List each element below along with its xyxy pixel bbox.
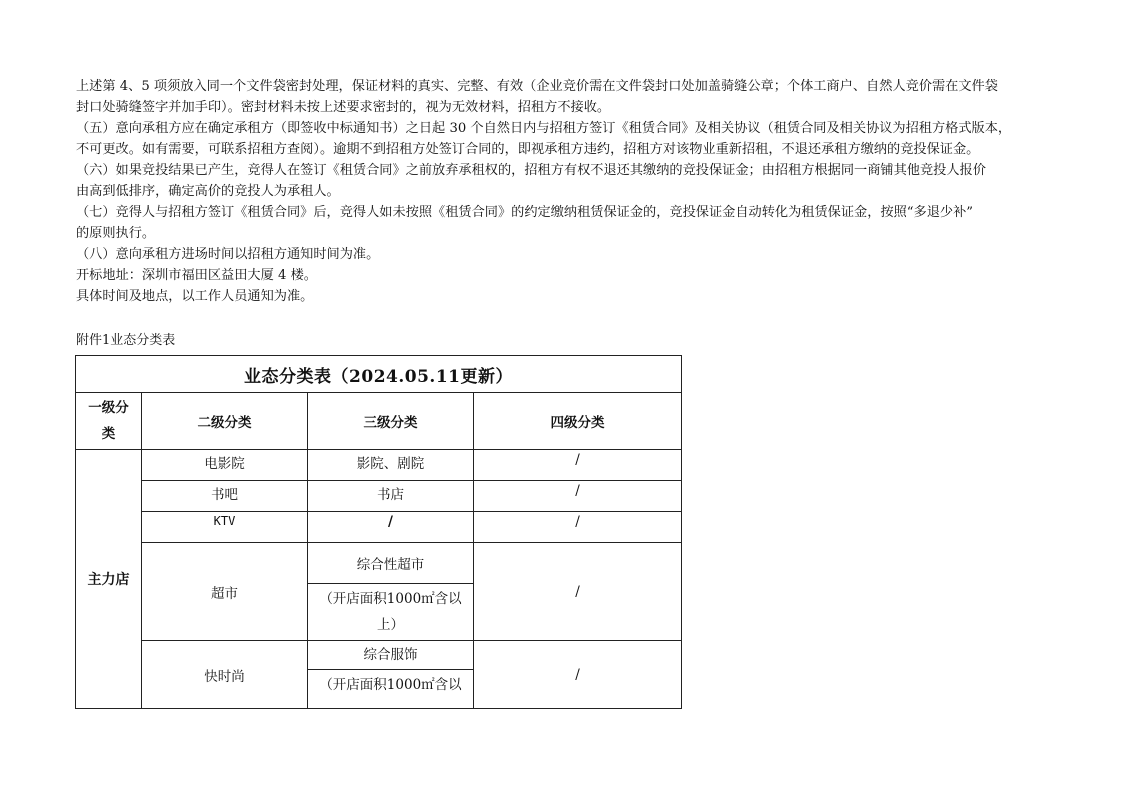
- table-row: [76, 450, 682, 481]
- attachment-label: 附件1业态分类表: [76, 333, 176, 348]
- paragraph-line: （五）意向承租方应在确定承租方（即签收中标通知书）之日起 30 个自然日内与招租方签订《租赁合同》及相关协议（租赁合同及相关协议为招租方格式版本，: [76, 121, 1012, 136]
- paragraph-line: 封口处骑缝签字并加手印）。密封材料未按上述要求密封的，视为无效材料，招租方不接收。: [76, 100, 611, 115]
- table-row: [76, 512, 682, 543]
- table-row: [76, 543, 682, 584]
- level2-cell: 快时尚: [142, 641, 308, 709]
- header-level1-line2: 类: [101, 426, 116, 442]
- level3-cell: 综合服饰: [308, 641, 474, 670]
- header-level4: 四级分类: [474, 393, 682, 450]
- level2-cell: 超市: [142, 543, 308, 641]
- table-title: 业态分类表（2024.05.11更新）: [76, 356, 682, 393]
- level2-cell: 电影院: [142, 450, 308, 481]
- level4-cell: /: [474, 512, 682, 543]
- main-category-cell: 主力店: [76, 450, 142, 709]
- paragraph-line: 上述第 4、5 项须放入同一个文件袋密封处理，保证材料的真实、完整、有效（企业竞价需在文件袋封口处加盖骑缝公章；个体工商户、自然人竞价需在文件袋: [76, 79, 998, 94]
- paragraph-line: 由高到低排序，确定高价的竞投人为承租人。: [76, 184, 340, 199]
- paragraph-line: 具体时间及地点，以工作人员通知为准。: [76, 289, 314, 304]
- header-level1: [76, 393, 142, 450]
- level2-cell: 书吧: [142, 481, 308, 512]
- header-level1-line1: 一级分: [88, 400, 129, 416]
- paragraph-line: 开标地址：深圳市福田区益田大厦 4 楼。: [76, 268, 317, 283]
- level4-cell: /: [474, 543, 682, 641]
- level3-cell: /: [308, 512, 474, 543]
- level3-cell: 综合性超市: [308, 543, 474, 584]
- paragraph-line: （七）竞得人与招租方签订《租赁合同》后，竞得人如未按照《租赁合同》的约定缴纳租赁保证金的，竞投保证金自动转化为租赁保证金，按照“多退少补”: [76, 205, 974, 220]
- level3-line: 上）: [377, 617, 404, 633]
- paragraph-line: 不可更改。如有需要，可联系招租方查阅）。逾期不到招租方处签订合同的，即视承租方违约，招租方对该物业重新招租，不退还承租方缴纳的竞投保证金。: [76, 142, 980, 157]
- level3-cell: 影院、剧院: [308, 450, 474, 481]
- paragraph-line: （八）意向承租方进场时间以招租方通知时间为准。: [76, 247, 380, 262]
- level4-cell: /: [474, 641, 682, 709]
- level3-cell: [308, 584, 474, 641]
- table-row: [76, 641, 682, 670]
- level3-line: （开店面积1000㎡含以: [319, 677, 462, 693]
- level3-cell: 书店: [308, 481, 474, 512]
- table-row: [76, 481, 682, 512]
- level4-cell: /: [474, 450, 682, 481]
- paragraph-line: （六）如果竞投结果已产生，竞得人在签订《租赁合同》之前放弃承租权的，招租方有权不退还其缴纳的竞投保证金；由招租方根据同一商铺其他竞投人报价: [76, 163, 986, 178]
- category-table: [75, 355, 682, 709]
- level3-line: （开店面积1000㎡含以: [319, 591, 462, 607]
- paragraph-line: 的原则执行。: [76, 226, 156, 241]
- level4-cell: /: [474, 481, 682, 512]
- body-text: [76, 76, 1056, 307]
- level3-cell: [308, 670, 474, 709]
- level2-cell: KTV: [142, 512, 308, 543]
- header-level3: 三级分类: [308, 393, 474, 450]
- header-level2: 二级分类: [142, 393, 308, 450]
